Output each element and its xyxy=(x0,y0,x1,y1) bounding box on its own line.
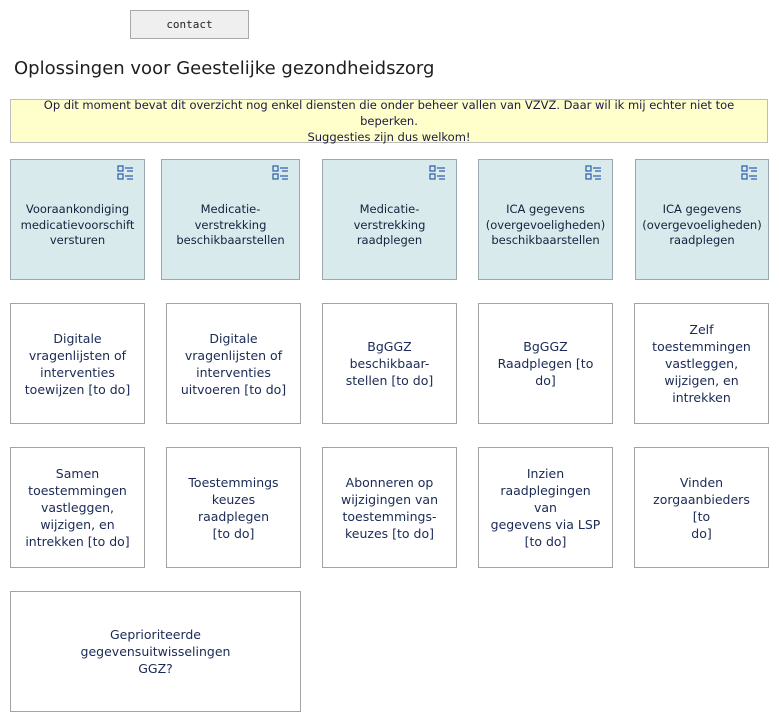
page-title: Oplossingen voor Geestelijke gezondheidszorg xyxy=(14,58,435,79)
todo-card-label: Digitale vragenlijsten of interventies toewijzen [to do] xyxy=(24,330,131,397)
todo-card-vinden-zorgaanbieders[interactable] xyxy=(634,447,769,568)
todo-card-label: Toestemmings keuzes raadplegen [to do] xyxy=(188,474,279,541)
todo-card-abonneren-wijzigingen[interactable] xyxy=(322,447,457,568)
todo-card-samen-toestemmingen[interactable] xyxy=(10,447,145,568)
todo-card-label: Inzien raadplegingen van gegevens via LSP [to do] xyxy=(490,466,601,549)
service-ica-gegevens-beschikbaarstellen[interactable] xyxy=(478,159,613,280)
todo-card-toestemmingskeuzes-raadplegen[interactable] xyxy=(166,447,301,568)
todo-card-label: Zelf toestemmingen vastleggen, wijzigen, en intrekken xyxy=(652,322,751,405)
service-label: Medicatie- verstrekking beschikbaarstellen xyxy=(176,202,285,248)
todo-card-label: Digitale vragenlijsten of interventies uitvoeren [to do] xyxy=(180,330,287,397)
application-service-icon xyxy=(585,165,602,181)
todo-card-label: Vinden zorgaanbieders [to do] xyxy=(653,474,750,541)
todo-card-label: BgGGZ beschikbaar- stellen [to do] xyxy=(345,339,434,388)
service-ica-gegevens-raadplegen[interactable] xyxy=(635,159,769,280)
notice-banner xyxy=(10,99,768,143)
application-service-icon xyxy=(272,165,289,181)
service-label: ICA gegevens (overgevoeligheden) raadplegen xyxy=(642,202,762,248)
application-service-icon xyxy=(429,165,446,181)
todo-card-label: Abonneren op wijzigingen van toestemmings- keuzes [to do] xyxy=(340,474,439,541)
service-medicatieverstrekking-raadplegen[interactable] xyxy=(322,159,457,280)
service-label: Medicatie- verstrekking raadplegen xyxy=(353,202,426,248)
service-label: ICA gegevens (overgevoeligheden) beschikbaarstellen xyxy=(485,202,606,248)
todo-card-vragenlijsten-toewijzen[interactable] xyxy=(10,303,145,424)
todo-card-bgggz-beschikbaarstellen[interactable] xyxy=(322,303,457,424)
todo-card-inzien-raadplegingen[interactable] xyxy=(478,447,613,568)
prioritized-exchanges-card[interactable] xyxy=(10,591,301,712)
prioritized-exchanges-label: Geprioriteerde gegevensuitwisselingen GGZ? xyxy=(80,627,231,676)
todo-card-zelf-toestemmingen[interactable] xyxy=(634,303,769,424)
service-vooraankondiging-medicatievoorschrift[interactable] xyxy=(10,159,145,280)
contact-button[interactable]: contact xyxy=(130,10,249,39)
todo-card-bgggz-raadplegen[interactable] xyxy=(478,303,613,424)
todo-card-label: BgGGZ Raadplegen [to do] xyxy=(497,339,594,388)
notice-text: Op dit moment bevat dit overzicht nog enkel diensten die onder beheer vallen van VZVZ. Daar wil ik mij echter niet toe beperken. Suggesties zijn dus welkom! xyxy=(43,98,735,144)
service-label: Vooraankondiging medicatievoorschift versturen xyxy=(20,202,135,248)
application-service-icon xyxy=(741,165,758,181)
todo-card-vragenlijsten-uitvoeren[interactable] xyxy=(166,303,301,424)
todo-card-label: Samen toestemmingen vastleggen, wijzigen, en intrekken [to do] xyxy=(25,466,130,549)
service-medicatieverstrekking-beschikbaarstellen[interactable] xyxy=(161,159,300,280)
application-service-icon xyxy=(117,165,134,181)
